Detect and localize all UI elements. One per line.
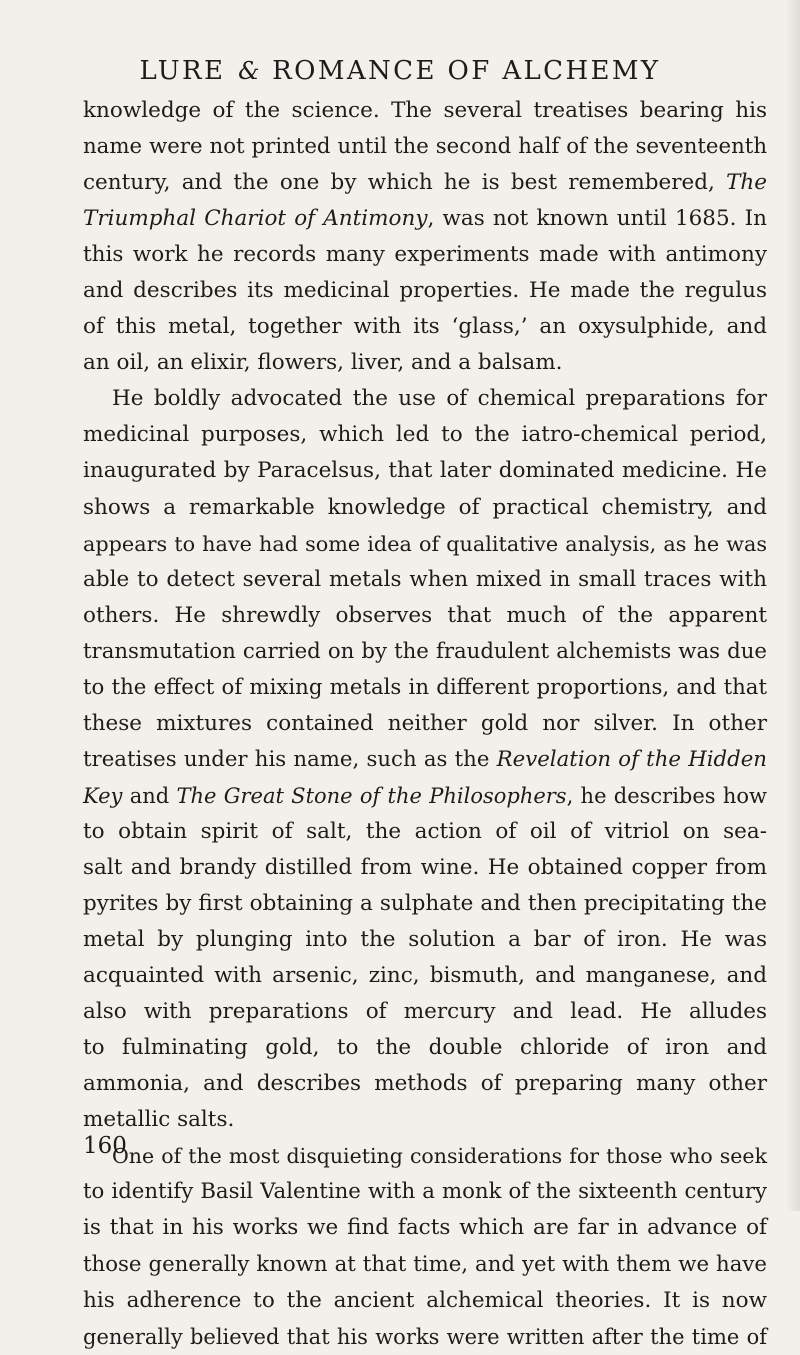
text-line — [83, 1030, 767, 1066]
text-run: century, and the one by which he is best remembered, — [83, 170, 727, 196]
text-run: to fulminating gold, to the double chloride of iron and — [83, 1035, 767, 1061]
text-run: is that in his works we find facts which are far in advance of — [83, 1215, 767, 1241]
text-run: pyrites by first obtaining a sulphate and then precipitating the — [83, 891, 767, 917]
text-run: to identify Basil Valentine with a monk of the sixteenth century — [83, 1179, 767, 1205]
text-line — [83, 706, 767, 742]
text-run: One of the most disquieting considerations for those who seek — [112, 1144, 767, 1169]
text-line — [83, 886, 767, 922]
text-run: shows a remarkable knowledge of practical chemistry, and — [83, 494, 767, 520]
text-run: of this metal, together with its ‘glass,’ an oxysulphide, and — [83, 314, 767, 340]
italic-title: Triumphal Chariot of Antimony — [83, 206, 428, 232]
text-line — [83, 1102, 767, 1138]
text-line — [83, 417, 767, 453]
text-line — [83, 1247, 767, 1283]
text-line — [83, 1066, 767, 1102]
text-run: and describes its medicinal properties. He made the regulus — [83, 278, 767, 304]
text-run: and — [122, 783, 177, 808]
text-line — [83, 129, 767, 165]
text-run: , he describes how — [566, 783, 767, 808]
text-run: able to detect several metals when mixed in small traces with — [83, 566, 767, 592]
italic-title: Key — [83, 783, 123, 808]
text-line — [83, 562, 767, 598]
text-line — [83, 922, 767, 958]
text-line — [83, 201, 767, 237]
text-line — [83, 526, 767, 562]
text-run: ammonia, and describes methods of preparing many other — [83, 1071, 767, 1097]
text-line — [83, 309, 767, 345]
text-line — [83, 778, 767, 814]
text-run: name were not printed until the second half of the seventeenth — [83, 134, 767, 160]
running-head-ampersand: & — [238, 57, 260, 85]
text-line — [83, 814, 767, 850]
text-run: acquainted with arsenic, zinc, bismuth, and manganese, and — [83, 963, 767, 989]
text-run: treatises under his name, such as the — [83, 746, 497, 772]
text-run: others. He shrewdly observes that much of the apparent — [83, 602, 767, 628]
text-line — [83, 381, 767, 417]
running-head — [0, 53, 800, 89]
text-run: his adherence to the ancient alchemical theories. It is now — [83, 1287, 767, 1313]
text-line — [83, 453, 767, 489]
text-run: an oil, an elixir, flowers, liver, and a balsam. — [83, 350, 563, 376]
text-line — [83, 237, 767, 273]
text-run: medicinal purposes, which led to the iatro-chemical period, — [83, 422, 767, 448]
text-run: this work he records many experiments made with antimony — [83, 242, 767, 268]
text-line — [83, 1319, 767, 1355]
page-edge-shadow — [786, 0, 800, 1211]
text-run: to obtain spirit of salt, the action of oil of vitriol on sea- — [83, 818, 767, 844]
text-run: metal by plunging into the solution a bar of iron. He was — [83, 927, 767, 953]
text-line — [83, 598, 767, 634]
text-run: knowledge of the science. The several treatises bearing his — [83, 98, 767, 123]
text-line — [83, 742, 767, 778]
text-line — [83, 345, 767, 381]
text-line — [83, 1210, 767, 1246]
text-line — [83, 634, 767, 670]
body-text — [83, 93, 767, 1355]
text-run: salt and brandy distilled from wine. He obtained copper from — [83, 854, 767, 880]
text-run: appears to have had some idea of qualitative analysis, as he was — [83, 531, 767, 556]
text-run: inaugurated by Paracelsus, that later dominated medicine. He — [83, 458, 767, 484]
text-line — [83, 490, 767, 526]
text-line — [83, 1283, 767, 1319]
text-run: these mixtures contained neither gold nor silver. In other — [83, 710, 767, 736]
text-run: metallic salts. — [83, 1107, 235, 1133]
text-line — [83, 273, 767, 309]
page-number: 160 — [83, 1133, 127, 1159]
running-head-left: LURE — [139, 56, 226, 86]
text-run: also with preparations of mercury and lead. He alludes — [83, 999, 767, 1025]
italic-title: Revelation of the Hidden — [496, 746, 767, 772]
text-line — [83, 958, 767, 994]
text-line — [83, 1174, 767, 1210]
italic-title: The — [726, 170, 767, 196]
text-run: He boldly advocated the use of chemical preparations for — [112, 386, 767, 412]
running-head-right: ROMANCE OF ALCHEMY — [272, 56, 661, 86]
italic-title: The Great Stone of the Philosophers — [176, 783, 567, 808]
text-line — [83, 670, 767, 706]
text-run: , was not known until 1685. In — [427, 206, 767, 232]
text-line — [83, 850, 767, 886]
text-run: those generally known at that time, and yet with them we have — [83, 1251, 767, 1277]
text-run: transmutation carried on by the fraudulent alchemists was due — [83, 638, 767, 664]
text-line — [83, 1138, 767, 1174]
text-run: to the effect of mixing metals in different proportions, and that — [83, 674, 767, 700]
text-line — [83, 165, 767, 201]
text-line — [83, 994, 767, 1030]
text-run: generally believed that his works were written after the time of — [83, 1324, 767, 1349]
text-line — [83, 93, 767, 129]
